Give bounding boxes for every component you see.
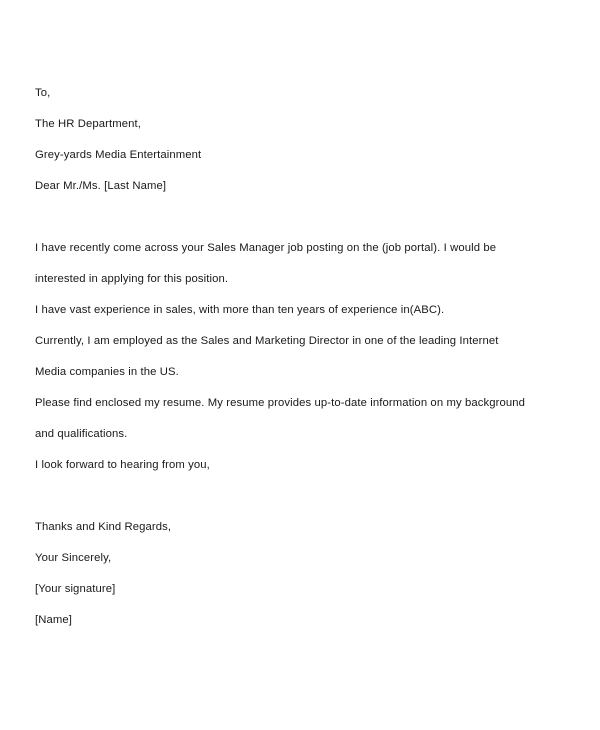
name-placeholder: [Name] <box>35 614 73 626</box>
paragraph-1-line-1: I have recently come across your Sales Manager job posting on the (job portal). I would be <box>35 242 497 254</box>
to-line: To, <box>35 87 51 99</box>
greeting-line: Dear Mr./Ms. [Last Name] <box>35 180 167 192</box>
paragraph-3-line-1: Currently, I am employed as the Sales and Marketing Director in one of the leading Internet <box>35 335 499 347</box>
paragraph-4-line-1: Please find enclosed my resume. My resume provides up-to-date information on my background <box>35 397 525 409</box>
closing-block <box>35 512 542 636</box>
address-block <box>35 78 542 202</box>
body-paragraph-2 <box>35 295 542 326</box>
paragraph-1-line-2: interested in applying for this position. <box>35 273 229 285</box>
paragraph-4-line-2: and qualifications. <box>35 428 128 440</box>
closing-sincerely: Your Sincerely, <box>35 552 112 564</box>
recipient-company: Grey-yards Media Entertainment <box>35 149 202 161</box>
body-paragraph-4 <box>35 388 542 450</box>
signature-placeholder: [Your signature] <box>35 583 116 595</box>
spacer-after-address <box>35 202 542 233</box>
paragraph-2-line-1: I have vast experience in sales, with more than ten years of experience in(ABC). <box>35 304 445 316</box>
recipient-department: The HR Department, <box>35 118 142 130</box>
paragraph-5-line-1: I look forward to hearing from you, <box>35 459 210 471</box>
paragraph-3-line-2: Media companies in the US. <box>35 366 179 378</box>
closing-thanks: Thanks and Kind Regards, <box>35 521 172 533</box>
body-paragraph-1 <box>35 233 542 295</box>
spacer-before-closing <box>35 481 542 512</box>
letter-body <box>35 78 542 636</box>
body-paragraph-3 <box>35 326 542 388</box>
body-paragraph-5 <box>35 450 542 481</box>
